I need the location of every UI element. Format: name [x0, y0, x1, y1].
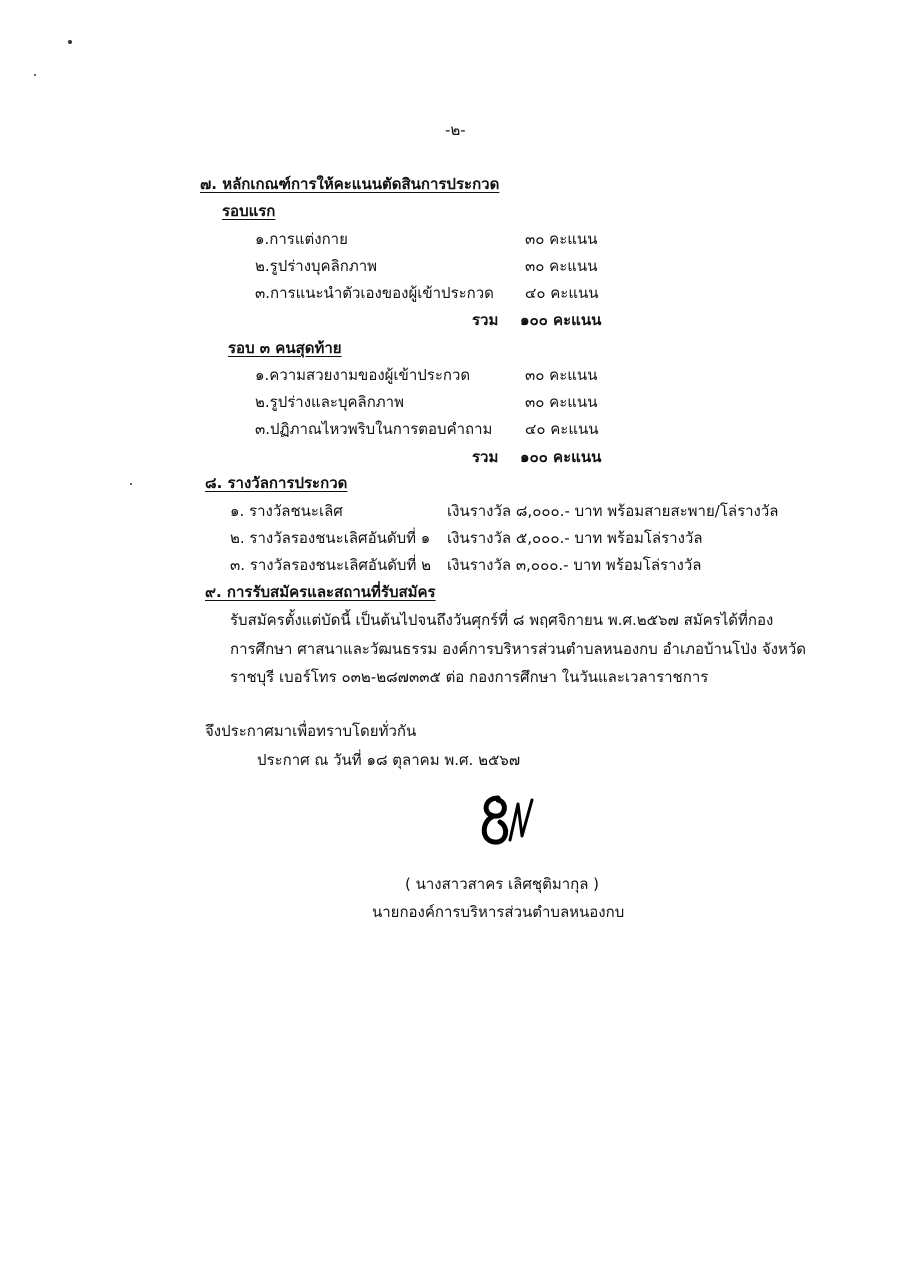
scan-speck: [34, 74, 36, 76]
closing-announcement: จึงประกาศมาเพื่อทราบโดยทั่วกัน: [205, 722, 417, 740]
signer-position: นายกองค์การบริหารส่วนตำบลหนองกบ: [372, 903, 625, 921]
round-1-total-label: รวม: [472, 311, 499, 329]
handwritten-signature: [470, 790, 550, 850]
prize-label: ๑. รางวัลชนะเลิศ: [230, 502, 343, 520]
round-2-total-label: รวม: [472, 448, 499, 466]
round-2-item-score: ๓๐ คะแนน: [525, 366, 598, 384]
scan-speck: [68, 40, 72, 44]
section-9-heading: ๙. การรับสมัครและสถานที่รับสมัคร: [205, 583, 436, 601]
signer-name: ( นางสาวสาคร เลิศชุติมากุล ): [405, 875, 600, 893]
round-2-title: รอบ ๓ คนสุดท้าย: [228, 339, 342, 357]
prize-label: ๓. รางวัลรองชนะเลิศอันดับที่ ๒: [230, 556, 431, 574]
round-2-item-label: ๓.ปฏิภาณไหวพริบในการตอบคำถาม: [255, 420, 493, 438]
prize-detail: เงินรางวัล ๘,๐๐๐.- บาท พร้อมสายสะพาย/โล่รางวัล: [447, 502, 779, 520]
round-1-title: รอบแรก: [222, 202, 276, 220]
round-2-item-score: ๔๐ คะแนน: [525, 420, 599, 438]
round-1-item-label: ๒.รูปร่างบุคลิกภาพ: [255, 257, 378, 275]
page-number: -๒-: [445, 121, 466, 139]
round-1-item-label: ๑.การแต่งกาย: [255, 230, 348, 248]
round-2-item-label: ๒.รูปร่างและบุคลิกภาพ: [255, 393, 404, 411]
round-1-item-score: ๓๐ คะแนน: [525, 230, 598, 248]
announcement-date: ประกาศ ณ วันที่ ๑๘ ตุลาคม พ.ศ. ๒๕๖๗: [257, 751, 521, 769]
prize-detail: เงินรางวัล ๕,๐๐๐.- บาท พร้อมโล่รางวัล: [447, 529, 703, 547]
round-2-item-label: ๑.ความสวยงามของผู้เข้าประกวด: [255, 366, 471, 384]
scan-speck: [130, 483, 132, 485]
section-7-heading: ๗. หลักเกณฑ์การให้คะแนนตัดสินการประกวด: [200, 175, 500, 193]
section-9-line: รับสมัครตั้งแต่บัดนี้ เป็นต้นไปจนถึงวันศุกร์ที่ ๘ พฤศจิกายน พ.ศ.๒๕๖๗ สมัครได้ที่กอง: [230, 611, 774, 629]
section-8-heading: ๘. รางวัลการประกวด: [205, 474, 348, 492]
round-2-total-score: ๑๐๐ คะแนน: [520, 448, 602, 466]
round-2-item-score: ๓๐ คะแนน: [525, 393, 598, 411]
round-1-item-label: ๓.การแนะนำตัวเองของผู้เข้าประกวด: [255, 284, 494, 302]
section-9-line: การศึกษา ศาสนาและวัฒนธรรม องค์การบริหารส่วนตำบลหนองกบ อำเภอบ้านโป่ง จังหวัด: [230, 640, 807, 658]
round-1-item-score: ๔๐ คะแนน: [525, 284, 599, 302]
round-1-item-score: ๓๐ คะแนน: [525, 257, 598, 275]
prize-detail: เงินรางวัล ๓,๐๐๐.- บาท พร้อมโล่รางวัล: [447, 556, 702, 574]
round-1-total-score: ๑๐๐ คะแนน: [520, 311, 602, 329]
section-9-line: ราชบุรี เบอร์โทร ๐๓๒-๒๘๗๓๓๕ ต่อ กองการศึกษา ในวันและเวลาราชการ: [230, 668, 709, 686]
prize-label: ๒. รางวัลรองชนะเลิศอันดับที่ ๑: [230, 529, 431, 547]
